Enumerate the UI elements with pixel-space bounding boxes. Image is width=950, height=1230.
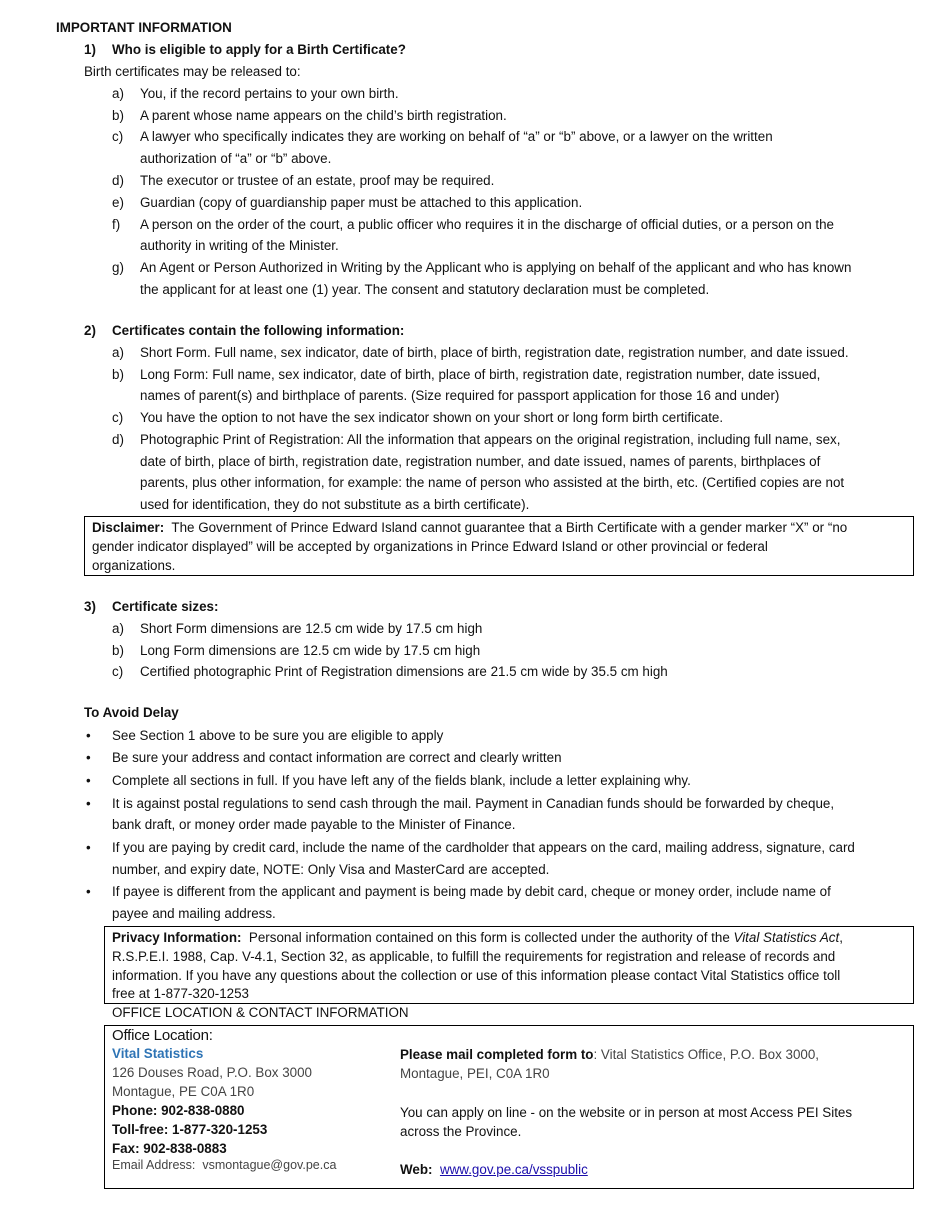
office-box [104,1025,914,1189]
list-item-label: c) [112,410,124,425]
privacy-act-name: Vital Statistics Act [733,930,840,945]
office-phone: Phone: 902-838-0880 [112,1103,245,1118]
privacy-text: , [839,930,843,945]
list-item-label: e) [112,195,124,210]
office-location-label: Office Location: [112,1027,213,1044]
bullet-icon: • [86,728,91,743]
list-item-label: f) [112,217,121,232]
section1-title: Who is eligible to apply for a Birth Certificate? [112,42,406,57]
list-item: Complete all sections in full. If you have left any of the fields blank, include a letter explaining why. [112,773,691,788]
page-title: IMPORTANT INFORMATION [56,20,232,35]
list-item-label: d) [112,432,124,447]
privacy-box [104,926,914,1004]
office-address-line1: 126 Douses Road, P.O. Box 3000 [112,1065,313,1080]
mail-address-continuation: Montague, PEI, C0A 1R0 [400,1066,550,1081]
list-item-label: b) [112,108,124,123]
disclaimer-text: organizations. [92,558,176,573]
list-item: You, if the record pertains to your own birth. [140,86,399,101]
list-item: See Section 1 above to be sure you are eligible to apply [112,728,444,743]
email-label: Email Address: [112,1158,196,1172]
list-item-continuation: authority in writing of the Minister. [140,238,339,253]
avoid-delay-title: To Avoid Delay [84,705,179,720]
disclaimer-text: gender indicator displayed” will be accepted by organizations in Prince Edward Island or other provincial or federal [92,539,768,554]
privacy-label: Privacy Information: [112,930,242,945]
mail-label: Please mail completed form to [400,1047,594,1062]
list-item: A parent whose name appears on the child’s birth registration. [140,108,507,123]
privacy-text: Personal information contained on this form is collected under the authority of the [241,930,734,945]
office-name: Vital Statistics [112,1046,204,1061]
mail-address: : Vital Statistics Office, P.O. Box 3000, [593,1047,820,1062]
list-item-label: a) [112,345,124,360]
list-item-label: g) [112,260,124,275]
privacy-text: free at 1-877-320-1253 [112,986,249,1001]
list-item: Guardian (copy of guardianship paper must be attached to this application. [140,195,583,210]
list-item-continuation: date of birth, place of birth, registration date, registration number, and date issued, names of parents, birthplaces of [140,454,821,469]
disclaimer-text: The Government of Prince Edward Island cannot guarantee that a Birth Certificate with a gender marker “X” or “no [164,520,848,535]
list-item-continuation: number, and expiry date, NOTE: Only Visa and MasterCard are accepted. [112,862,550,877]
disclaimer-label: Disclaimer: [92,520,165,535]
list-item-continuation: the applicant for at least one (1) year. The consent and statutory declaration must be completed. [140,282,710,297]
list-item: Be sure your address and contact information are correct and clearly written [112,750,562,765]
web-label: Web: [400,1162,433,1177]
list-item: Photographic Print of Registration: All the information that appears on the original registration, including full name, sex, [140,432,841,447]
office-tollfree: Toll-free: 1-877-320-1253 [112,1122,268,1137]
list-item-continuation: payee and mailing address. [112,906,276,921]
online-info: You can apply on line - on the website or in person at most Access PEI Sites [400,1105,853,1120]
list-item: Short Form dimensions are 12.5 cm wide by 17.5 cm high [140,621,483,636]
section1-number: 1) [84,42,96,57]
list-item-label: a) [112,86,124,101]
web-link[interactable]: www.gov.pe.ca/vsspublic [439,1162,588,1177]
bullet-icon: • [86,796,91,811]
office-address-line2: Montague, PE C0A 1R0 [112,1084,255,1099]
bullet-icon: • [86,840,91,855]
list-item: If you are paying by credit card, include the name of the cardholder that appears on the card, mailing address, signature, card [112,840,855,855]
list-item: Long Form dimensions are 12.5 cm wide by 17.5 cm high [140,643,481,658]
list-item-continuation: bank draft, or money order made payable to the Minister of Finance. [112,817,516,832]
section3-number: 3) [84,599,96,614]
list-item-label: a) [112,621,124,636]
office-fax: Fax: 902-838-0883 [112,1141,227,1156]
list-item: The executor or trustee of an estate, proof may be required. [140,173,495,188]
privacy-text: R.S.P.E.I. 1988, Cap. V-4.1, Section 32, as applicable, to fulfill the requirements for registration and release of records and [112,949,836,964]
disclaimer-box [84,516,914,576]
bullet-icon: • [86,773,91,788]
list-item: A lawyer who specifically indicates they are working on behalf of “a” or “b” above, or a lawyer on the written [140,129,773,144]
section2-number: 2) [84,323,96,338]
bullet-icon: • [86,884,91,899]
list-item: A person on the order of the court, a public officer who requires it in the discharge of official duties, or a person on the [140,217,834,232]
list-item: You have the option to not have the sex indicator shown on your short or long form birth certificate. [140,410,724,425]
section3-title: Certificate sizes: [112,599,219,614]
list-item: Long Form: Full name, sex indicator, date of birth, place of birth, registration date, registration number, date issued, [140,367,821,382]
list-item: If payee is different from the applicant and payment is being made by debit card, cheque or money order, include name of [112,884,831,899]
section1-intro: Birth certificates may be released to: [84,64,301,79]
office-heading: OFFICE LOCATION & CONTACT INFORMATION [112,1005,409,1020]
list-item-label: c) [112,664,124,679]
list-item-label: b) [112,367,124,382]
list-item: Short Form. Full name, sex indicator, date of birth, place of birth, registration date, registration number, and date issued. [140,345,849,360]
list-item: An Agent or Person Authorized in Writing by the Applicant who is applying on behalf of the applicant and who has known [140,260,852,275]
section2-title: Certificates contain the following information: [112,323,405,338]
privacy-text: information. If you have any questions about the collection or use of this information please contact Vital Statistics office toll [112,968,841,983]
online-info-continuation: across the Province. [400,1124,522,1139]
list-item-continuation: authorization of “a” or “b” above. [140,151,332,166]
list-item-label: b) [112,643,124,658]
list-item-label: c) [112,129,124,144]
list-item: Certified photographic Print of Registration dimensions are 21.5 cm wide by 35.5 cm high [140,664,668,679]
list-item: It is against postal regulations to send cash through the mail. Payment in Canadian funds should be forwarded by cheque, [112,796,835,811]
bullet-icon: • [86,750,91,765]
list-item-continuation: used for identification, they do not substitute as a birth certificate). [140,497,530,512]
list-item-continuation: parents, plus other information, for example: the name of person who assisted at the birth, etc. (Certified copies are not [140,475,845,490]
email-address[interactable]: vsmontague@gov.pe.ca [202,1158,337,1172]
list-item-label: d) [112,173,124,188]
list-item-continuation: names of parent(s) and birthplace of parents. (Size required for passport application for those 16 and under) [140,388,780,403]
